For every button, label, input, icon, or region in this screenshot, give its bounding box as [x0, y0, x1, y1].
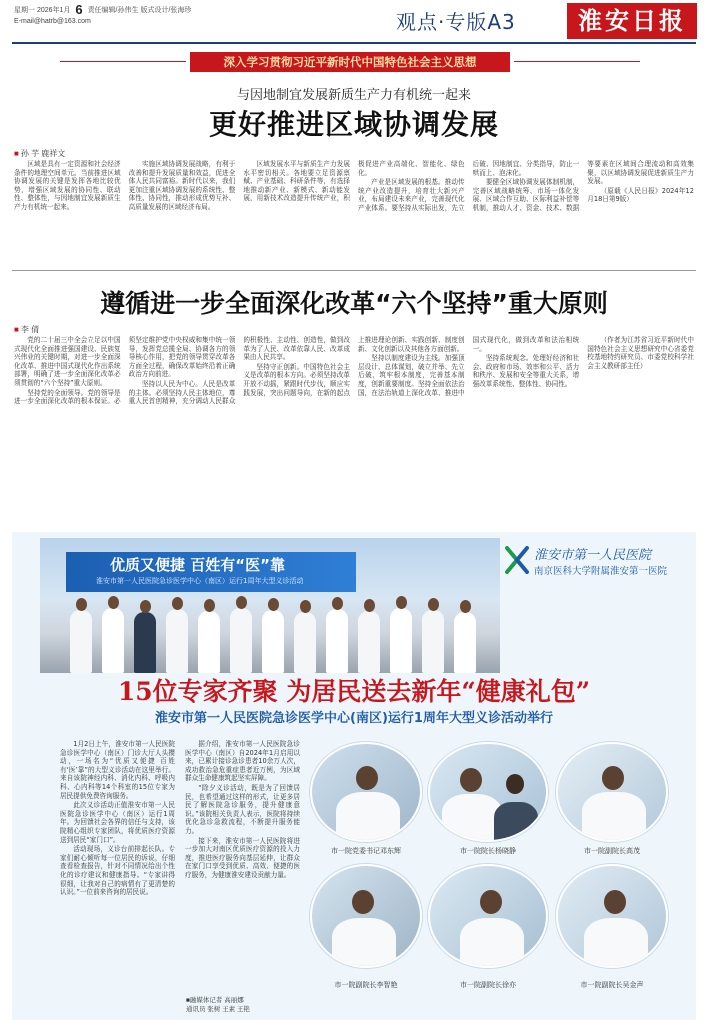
- circle-photo: [556, 742, 668, 842]
- banner-line-right: [514, 61, 640, 62]
- paragraph: 坚持守正创新。中国特色社会主义是改革的根本方向。必须坚持改革开放不动摇，紧跟时代步伐，顺应实践发展，突出问题导向，在新的起点上推进理论创新、实践创新、制度创新、文化创新以及其他各方面创新。: [243, 336, 465, 397]
- page-number: 6: [75, 2, 83, 17]
- feature-subtitle: 淮安市第一人民医院急诊医学中心(南区)运行1周年大型义诊活动举行: [155, 711, 553, 726]
- paragraph: 区域是具有一定资源和社会经济条件的地理空间单元。当前推进区域协调发展的关键是发挥各地比较优势，增强区域发展的协同性、联动性、整体性，与因地制宜发展新质生产力有机统一起来。: [14, 160, 121, 211]
- section-title: 观点·专版A3: [396, 10, 516, 34]
- masthead: [0, 0, 708, 46]
- event-sign-main: 优质又便捷 百姓有“医”靠: [110, 556, 285, 574]
- feature-body: [60, 740, 300, 1010]
- paragraph: 坚持以人民为中心。人民是改革的主体。必须坚持人民主体地位，尊重人民首创精神，充分调动人民群众的积极性、主动性、创造性，做到改革为了人民、改革依靠人民、改革成果由人民共享。: [128, 336, 350, 406]
- event-sign-sub: 淮安市第一人民医院急诊医学中心（南区）运行1周年大型义诊活动: [96, 577, 304, 585]
- section-divider: [12, 270, 696, 271]
- editor-credit: 责任编辑/孙伟生 版式设计/张海珍: [87, 7, 192, 14]
- newspaper-logo: 淮安日报: [567, 3, 697, 39]
- paragraph: 产业是区域发展的根基。推动传统产业改造提升，培育壮大新兴产业，布局建设未来产业，完善现代化产业体系。要坚持从实际出发，先立后破、因地制宜、分类指导，防止一哄而上、泡沫化。: [357, 160, 580, 212]
- paragraph: （原载《人民日报》2024年12月18日第9版）: [587, 186, 694, 204]
- doctor-figure: [102, 608, 124, 673]
- date-line: 星期一 2026年1月: [14, 7, 71, 14]
- article2-title: 遵循进一步全面深化改革“六个坚持”重大原则: [100, 289, 608, 318]
- doctor-figure: [134, 612, 156, 673]
- doctor-figure: [326, 609, 348, 673]
- paragraph: 党的二十届三中全会立足以中国式现代化全面推进强国建设、民族复兴伟业的关键时期，对进一步全面深化改革、推进中国式现代化作出系统部署，明确了进一步全面深化改革必须贯彻的“六个坚持”重大原则。: [14, 336, 121, 387]
- paragraph: 此次义诊活动正值淮安市第一人民医院急诊医学中心（南区）运行1周年。为回馈社会各界的信任与支持，该院精心组织专家团队，将优质医疗资源送到居民“家门口”。: [60, 801, 175, 844]
- doctor-figure: [198, 611, 220, 673]
- event-sign: [66, 552, 356, 592]
- photo-caption: 市一院副院长高茂: [584, 848, 640, 855]
- feature-credits: [186, 996, 250, 1014]
- photo-caption: 市一院党委书记邓东辉: [331, 848, 401, 855]
- hospital-emblem-icon: [504, 544, 530, 574]
- article1-byline: ■ 孙 芋 鹿祥文: [14, 149, 66, 158]
- doctor-figure: [70, 610, 92, 673]
- reporter-credit: ■融媒体记者 高丽娜: [186, 997, 244, 1004]
- paragraph: 坚持系统观念。处理好经济和社会、政府和市场、效率和公平、活力和秩序、发展和安全等重大关系，增强改革系统性、整体性、协同性。: [472, 354, 580, 388]
- paragraph: （作者为江苏省习近平新时代中国特色社会主义思想研究中心省委党校基地特约研究员、市委党校科学社会主义教研部主任）: [587, 336, 694, 370]
- doctor-figure: [294, 612, 316, 673]
- circle-photo: [428, 864, 548, 968]
- doctor-figure: [262, 610, 284, 673]
- article2-byline: ■ 李 倩: [14, 325, 40, 334]
- hospital-subtitle: 南京医科大学附属淮安第一医院: [534, 566, 668, 577]
- article1-body: [14, 160, 694, 264]
- paragraph: 实施区域协调发展战略，有利于改善和提升发展质量和效益，促进全体人民共同富裕。新时代以来，我们更加注重区域协调发展的系统性、整体性、协同性，推动形成优势互补、高质量发展的区域经济布局。: [128, 160, 236, 211]
- byline-mark: ■: [14, 149, 19, 158]
- email-line: E-mail@hatrb@163.com: [14, 18, 91, 25]
- doctor-figure: [422, 610, 444, 673]
- masthead-meta: [14, 4, 191, 27]
- photo-caption: 市一院副院长徐亦: [460, 982, 516, 989]
- feature-title: 15位专家齐聚 为居民送去新年“健康礼包”: [117, 677, 591, 706]
- hospital-logo: [500, 540, 696, 590]
- doctor-figure: [358, 611, 380, 673]
- doctor-figure: [454, 612, 476, 673]
- paragraph: “除夕义诊活动，既是为了回馈居民，也希望通过这样的形式，让更多居民了解医院急诊服务，提升健康意识。”该院相关负责人表示，医院将持续优化急诊急救流程，不断提升服务能力。: [185, 783, 300, 835]
- correspondent-credit: 通讯员 张树 王素 王艳: [186, 1006, 250, 1013]
- paragraph: 1月2日上午，淮安市第一人民医院急诊医学中心（南区）门诊大厅人头攒动，一场名为“优质又便捷 百姓有‘医’靠”的大型义诊活动在这里举行。来自该院神经内科、消化内科、呼吸内科、心内科等14个科室的15位专家为居民提供免费咨询服务。: [60, 740, 175, 800]
- banner-line-left: [60, 61, 186, 62]
- paragraph: 区域发展水平与新质生产力发展水平密切相关。各地要立足资源禀赋、产业基础、科研条件等，有选择地推动新产业、新模式、新动能发展，用新技术改造提升传统产业，积极促进产业高端化、智能化、绿色化。: [243, 160, 465, 203]
- circle-photo: [310, 742, 422, 842]
- circle-photo: [428, 742, 548, 842]
- photo-caption: 市一院副院长李智艳: [334, 982, 398, 989]
- circle-photo: [556, 864, 668, 968]
- hospital-name: 淮安市第一人民医院: [534, 548, 652, 563]
- doctor-figure: [390, 608, 412, 673]
- article1-title: 更好推进区域协调发展: [208, 108, 499, 141]
- paragraph: 接下来，淮安市第一人民医院将进一步加大对南区优质医疗资源的投入力度，推进医疗服务向基层延伸，让群众在家门口享受到优质、高效、便捷的医疗服务，为健康淮安建设贡献力量。: [185, 836, 300, 879]
- theme-banner: 深入学习贯彻习近平新时代中国特色社会主义思想: [190, 52, 510, 72]
- paragraph: 据介绍，淮安市第一人民医院急诊医学中心（南区）自2024年1月启用以来，已累计接诊急诊患者10余万人次，成功救治急危重症患者近万例，为区域群众生命健康筑起坚实屏障。: [185, 740, 300, 783]
- doctor-figure: [166, 609, 188, 673]
- paragraph: 坚持以制度建设为主线。加强顶层设计、总体谋划，破立并举、先立后破，筑牢根本制度，完善基本制度，创新重要制度。坚持全面依法治国，在法治轨道上深化改革、推进中国式现代化，做到改革和法治相统一。: [357, 336, 580, 397]
- doctor-figure: [230, 608, 252, 673]
- article2-body: [14, 336, 694, 526]
- circle-photo: [310, 864, 422, 968]
- photo-caption: 市一院副院长吴金声: [580, 982, 644, 989]
- byline-mark: ■: [14, 325, 19, 334]
- paragraph: 活动现场，义诊台前排起长队。专家们耐心倾听每一位居民的诉说，仔细查看检查报告，针对不同情况给出个性化的诊疗建议和健康指导。“专家讲得很细，让我对自己的病情有了更清楚的认识。”一位前来咨询的居民说。: [60, 845, 175, 897]
- masthead-rule: [12, 42, 696, 44]
- article1-kicker: 与因地制宜发展新质生产力有机统一起来: [236, 88, 471, 103]
- paragraph: 坚持党的全面领导。党的领导是进一步全面深化改革的根本保证。必须坚定维护党中央权威和集中统一领导，发挥党总揽全局、协调各方的领导核心作用，把党的领导贯穿改革各方面全过程，确保改革始终沿着正确政治方向前进。: [14, 336, 236, 406]
- photo-caption: 市一院院长杨晓静: [460, 848, 516, 855]
- paragraph: 要健全区域协调发展体制机制，完善区域战略统筹、市场一体化发展、区域合作互助、区际利益补偿等机制，推动人才、资金、技术、数据等要素在区域间合理流动和高效集聚，以区域协调发展促进新质生产力发展。: [472, 160, 694, 212]
